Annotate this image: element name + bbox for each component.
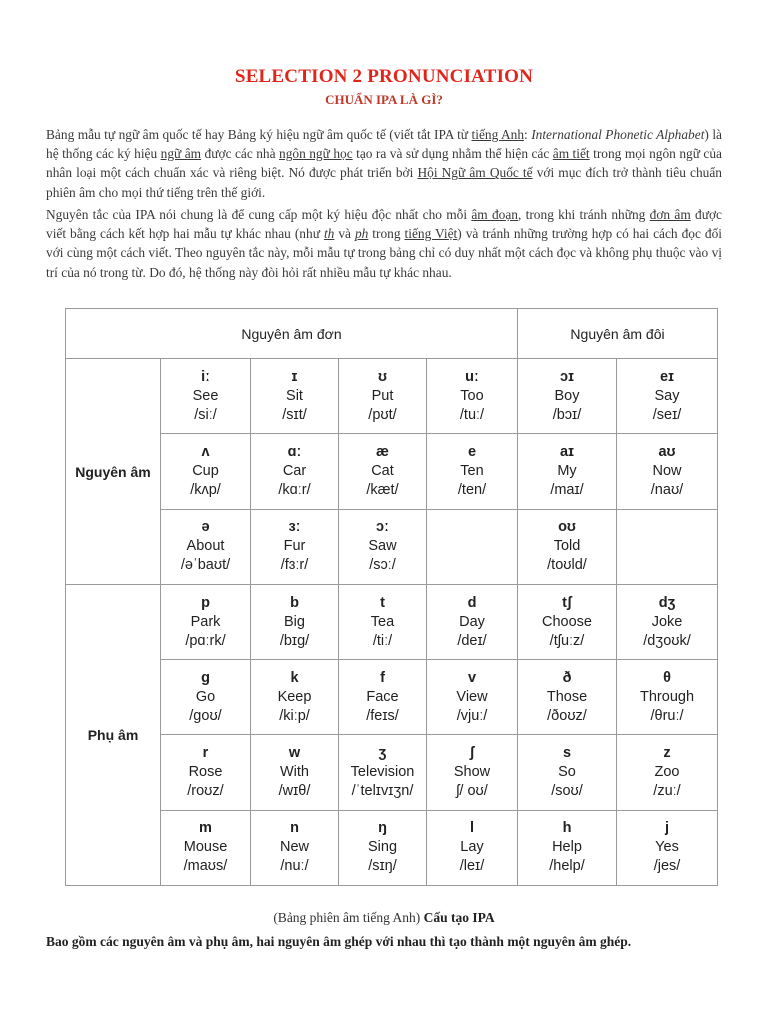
text-run: ) là hệ thống các ký hiệu xyxy=(46,127,722,162)
ipa-symbol: ɪ xyxy=(291,368,298,385)
ipa-cell xyxy=(251,359,339,434)
example-word: Help xyxy=(552,839,582,856)
transcription: /fɜːr/ xyxy=(280,557,309,574)
example-word: Put xyxy=(371,387,394,404)
example-word: Joke xyxy=(651,613,683,630)
transcription: /kʌp/ xyxy=(190,482,221,499)
link-am-tiet[interactable]: âm tiết xyxy=(552,146,590,162)
ipa-symbol: aɪ xyxy=(560,444,574,461)
transcription: /sɔː/ xyxy=(369,557,396,574)
example-word: Ten xyxy=(460,463,484,480)
table-row xyxy=(66,359,718,434)
ipa-cell xyxy=(427,434,518,509)
ipa-symbol: ʃ xyxy=(469,745,475,762)
table-row xyxy=(66,810,718,885)
transcription: /nuː/ xyxy=(280,858,309,875)
link-ph[interactable]: ph xyxy=(354,226,369,242)
transcription: /ten/ xyxy=(457,482,487,499)
intro-paragraph xyxy=(46,125,722,202)
example-word: Told xyxy=(553,538,581,555)
example-word: Through xyxy=(640,688,695,705)
ipa-symbol: ð xyxy=(562,669,572,686)
transcription: /siː/ xyxy=(194,406,217,423)
example-word: So xyxy=(558,764,576,781)
transcription: /pɑːrk/ xyxy=(185,632,226,649)
example-word: Show xyxy=(453,764,491,781)
ipa-cell xyxy=(617,359,718,434)
ipa-cell xyxy=(161,660,251,735)
example-word: Saw xyxy=(368,538,397,555)
ipa-symbol: ɔː xyxy=(376,519,389,536)
link-am-doan[interactable]: âm đoạn xyxy=(471,207,519,222)
ipa-symbol: m xyxy=(199,820,212,837)
text-run: được viết bằng cách kết hợp hai mẫu tự khác nhau (như xyxy=(46,207,722,242)
ipa-symbol: ɔɪ xyxy=(560,368,574,385)
ipa-symbol: æ xyxy=(376,444,389,461)
transcription: /θruː/ xyxy=(650,707,684,724)
transcription: /help/ xyxy=(549,858,585,875)
ipa-cell xyxy=(251,509,339,584)
transcription: /roʊz/ xyxy=(187,783,224,800)
ipa-symbol: ʒ xyxy=(378,745,387,762)
example-word: Day xyxy=(459,613,485,630)
transcription: /wɪθ/ xyxy=(278,783,311,800)
ipa-chart-table xyxy=(65,308,718,886)
example-word: Boy xyxy=(554,387,580,404)
ipa-symbol: ɜː xyxy=(288,519,301,536)
ipa-cell xyxy=(339,509,427,584)
principle-paragraph xyxy=(46,205,722,282)
ipa-cell xyxy=(427,359,518,434)
link-ngu-am[interactable]: ngữ âm xyxy=(160,146,202,162)
transcription: /kæt/ xyxy=(366,482,399,499)
ipa-cell xyxy=(518,735,617,810)
link-don-am[interactable]: đơn âm xyxy=(649,207,691,222)
ipa-symbol: s xyxy=(562,745,572,762)
link-hoi-ngu-am-quoc-te[interactable]: Hội Ngữ âm Quốc tế xyxy=(417,165,533,181)
transcription: /ðoʊz/ xyxy=(547,707,587,724)
transcription: /kiːp/ xyxy=(279,707,310,724)
transcription: /kɑːr/ xyxy=(278,482,311,499)
closing-sentence: Bao gồm các nguyên âm và phụ âm, hai nguyên âm ghép với nhau thì tạo thành một nguyên âm ghép. xyxy=(46,934,632,949)
group-label-vowels: Nguyên âm xyxy=(66,359,161,585)
italic-term: International Phonetic Alphabet xyxy=(531,127,705,142)
example-word: Lay xyxy=(460,839,484,856)
transcription: /toʊld/ xyxy=(547,557,587,574)
text-run: và xyxy=(334,226,355,242)
ipa-symbol: tʃ xyxy=(562,594,572,611)
ipa-cell xyxy=(161,810,251,885)
transcription: /dʒoʊk/ xyxy=(643,632,691,649)
text-run: Bảng mẫu tự ngữ âm quốc tế hay Bảng ký hiệu ngữ âm quốc tế (viết tắt IPA từ xyxy=(46,127,472,142)
ipa-cell xyxy=(617,810,718,885)
ipa-cell xyxy=(518,810,617,885)
page-title: SELECTION 2 PRONUNCIATION xyxy=(234,66,534,87)
ipa-cell xyxy=(251,660,339,735)
ipa-symbol: n xyxy=(290,820,299,837)
ipa-cell xyxy=(518,584,617,659)
transcription: ʃ/ oʊ/ xyxy=(456,783,488,800)
example-word: Zoo xyxy=(654,764,680,781)
example-word: Car xyxy=(282,463,307,480)
ipa-symbol: eɪ xyxy=(660,368,674,385)
ipa-symbol: iː xyxy=(201,368,210,385)
text-run: : xyxy=(524,127,532,142)
table-row xyxy=(66,584,718,659)
ipa-symbol: uː xyxy=(465,368,479,385)
ipa-symbol: g xyxy=(201,669,210,686)
transcription: /naʊ/ xyxy=(650,482,684,499)
example-word: Rose xyxy=(188,764,223,781)
example-word: Park xyxy=(190,613,221,630)
caption-heading: Cấu tạo IPA xyxy=(423,910,495,925)
example-word: View xyxy=(456,688,488,705)
ipa-cell xyxy=(339,359,427,434)
transcription: /maɪ/ xyxy=(550,482,584,499)
ipa-cell xyxy=(518,509,617,584)
ipa-cell xyxy=(161,434,251,509)
transcription: /deɪ/ xyxy=(457,632,487,649)
ipa-cell xyxy=(427,810,518,885)
header-monophthong: Nguyên âm đơn xyxy=(66,309,518,359)
ipa-cell xyxy=(161,584,251,659)
ipa-cell xyxy=(617,735,718,810)
ipa-symbol: ʊ xyxy=(377,368,387,385)
example-word: Now xyxy=(652,463,682,480)
ipa-cell xyxy=(617,584,718,659)
transcription: /soʊ/ xyxy=(551,783,583,800)
example-word: Too xyxy=(460,387,484,404)
ipa-symbol: ə xyxy=(201,519,210,536)
ipa-cell xyxy=(427,735,518,810)
transcription: /seɪ/ xyxy=(652,406,682,423)
example-word: New xyxy=(279,839,309,856)
example-word: About xyxy=(186,538,225,555)
transcription: /jes/ xyxy=(653,858,681,875)
table-caption xyxy=(0,910,768,926)
example-word: Television xyxy=(350,764,415,781)
ipa-cell xyxy=(339,434,427,509)
ipa-symbol: d xyxy=(467,594,477,611)
ipa-symbol: f xyxy=(380,669,385,686)
ipa-symbol: dʒ xyxy=(658,594,676,611)
ipa-cell xyxy=(161,735,251,810)
ipa-cell xyxy=(161,359,251,434)
ipa-symbol: h xyxy=(562,820,572,837)
ipa-cell xyxy=(339,735,427,810)
link-th[interactable]: th xyxy=(323,226,335,242)
caption-text: (Bảng phiên âm tiếng Anh) xyxy=(273,910,424,925)
transcription: /bɔɪ/ xyxy=(552,406,582,423)
transcription: /maʊs/ xyxy=(183,858,228,875)
text-run: với mục đích trở thành tiêu chuẩn phiên âm cho mọi thứ tiếng trên thế giới. xyxy=(46,165,722,200)
transcription: /əˈbaʊt/ xyxy=(180,557,231,574)
example-word: Go xyxy=(195,688,216,705)
example-word: Yes xyxy=(655,839,679,856)
text-run: được các nhà xyxy=(201,146,280,162)
transcription: /sɪŋ/ xyxy=(368,858,397,875)
example-word: Cup xyxy=(192,463,219,480)
example-word: Sing xyxy=(367,839,398,856)
transcription: /tʃuːz/ xyxy=(549,632,585,649)
ipa-symbol: t xyxy=(380,594,385,611)
text-run: , trong khi tránh những xyxy=(518,207,650,222)
ipa-cell xyxy=(251,434,339,509)
ipa-cell xyxy=(617,509,718,584)
ipa-cell xyxy=(251,735,339,810)
example-word: Keep xyxy=(277,688,312,705)
ipa-symbol: w xyxy=(288,745,301,762)
ipa-cell xyxy=(251,810,339,885)
ipa-symbol: v xyxy=(467,669,477,686)
example-word: Sit xyxy=(286,387,303,404)
ipa-symbol: z xyxy=(663,745,671,762)
ipa-symbol: ʌ xyxy=(201,444,210,461)
transcription: /zuː/ xyxy=(653,783,681,800)
example-word: Fur xyxy=(283,538,306,555)
transcription: /goʊ/ xyxy=(189,707,222,724)
ipa-symbol: k xyxy=(290,669,299,686)
transcription: /ˈtelɪvɪʒn/ xyxy=(351,783,414,800)
ipa-cell xyxy=(427,584,518,659)
transcription: /bɪg/ xyxy=(279,632,310,649)
ipa-symbol: oʊ xyxy=(558,519,576,536)
ipa-symbol: aʊ xyxy=(658,444,676,461)
ipa-cell xyxy=(427,660,518,735)
ipa-cell xyxy=(339,810,427,885)
ipa-cell xyxy=(339,660,427,735)
example-word: Say xyxy=(654,387,680,404)
link-ngon-ngu-hoc[interactable]: ngôn ngữ học xyxy=(279,146,353,162)
example-word: Face xyxy=(366,688,399,705)
transcription: /leɪ/ xyxy=(459,858,485,875)
example-word: Mouse xyxy=(183,839,228,856)
transcription: /vjuː/ xyxy=(456,707,488,724)
transcription: /sɪt/ xyxy=(282,406,307,423)
ipa-cell xyxy=(518,660,617,735)
ipa-symbol: ɑː xyxy=(287,444,302,461)
ipa-cell xyxy=(161,509,251,584)
transcription: /tiː/ xyxy=(372,632,393,649)
text-run: trong mọi ngôn ngữ của nhân loại một cách chuẩn xác và riêng biệt. Nó được phát triển bởi xyxy=(46,146,722,181)
text-run: Nguyên tắc của IPA nói chung là để cung cấp một ký hiệu độc nhất cho mỗi xyxy=(46,207,472,222)
table-row xyxy=(66,509,718,584)
example-word: Choose xyxy=(542,613,592,630)
group-label-consonants: Phụ âm xyxy=(66,584,161,885)
page-subtitle: CHUẨN IPA LÀ GÌ? xyxy=(325,92,443,107)
ipa-cell xyxy=(617,660,718,735)
transcription: /pʊt/ xyxy=(368,406,397,423)
text-run: ) và tránh những trường hợp có hai cách đọc đối với cùng một cách viết. Theo nguyên tắc này, mỗi mẫu tự trong bảng chỉ có duy nhất một cách đọc và không phụ thuộc vào vị trí của nó trong từ. Do đó, hệ thống này đòi hỏi rất nhiều mẫu tự khác nhau. xyxy=(46,226,722,280)
table-row xyxy=(66,735,718,810)
example-word: Tea xyxy=(370,613,395,630)
ipa-symbol: θ xyxy=(663,669,671,686)
example-word: Those xyxy=(546,688,588,705)
example-word: Big xyxy=(284,613,305,630)
text-run: tạo ra và sử dụng nhằm thể hiện các xyxy=(352,146,553,162)
header-diphthong: Nguyên âm đôi xyxy=(518,309,718,359)
example-word: With xyxy=(280,764,309,781)
example-word: My xyxy=(557,463,577,480)
table-row xyxy=(66,660,718,735)
example-word: Cat xyxy=(371,463,394,480)
ipa-symbol: j xyxy=(664,820,670,837)
ipa-symbol: ŋ xyxy=(378,820,387,837)
ipa-symbol: b xyxy=(290,594,299,611)
text-run: trong xyxy=(368,226,405,242)
ipa-symbol: r xyxy=(202,745,209,762)
transcription: /tuː/ xyxy=(459,406,485,423)
ipa-cell xyxy=(339,584,427,659)
ipa-cell xyxy=(617,434,718,509)
ipa-symbol: e xyxy=(467,444,477,461)
link-tieng-anh[interactable]: tiếng Anh xyxy=(471,127,525,142)
ipa-symbol: l xyxy=(469,820,475,837)
ipa-symbol: p xyxy=(201,594,210,611)
table-row xyxy=(66,434,718,509)
ipa-cell xyxy=(518,434,617,509)
example-word: See xyxy=(192,387,219,404)
link-tieng-viet[interactable]: tiếng Việt xyxy=(404,226,458,242)
ipa-cell xyxy=(518,359,617,434)
transcription: /feɪs/ xyxy=(366,707,399,724)
ipa-cell xyxy=(427,509,518,584)
ipa-cell xyxy=(251,584,339,659)
